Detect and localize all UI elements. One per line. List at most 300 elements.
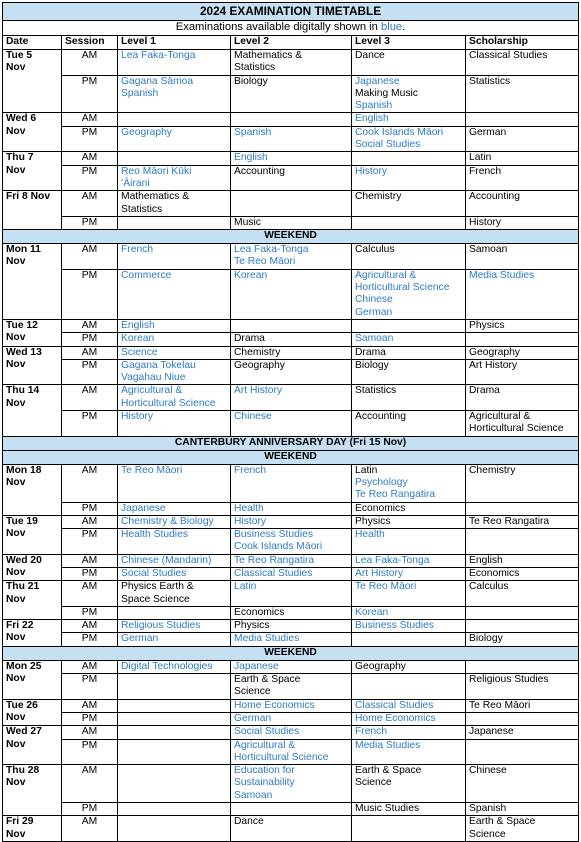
level-3-cell (352, 502, 466, 515)
table-row (3, 803, 579, 816)
level-3-cell (352, 269, 466, 319)
subject-name: Spanish (469, 803, 507, 815)
date-text: Nov (6, 711, 26, 723)
scholarship-cell (466, 464, 579, 502)
session-cell: PM (62, 333, 118, 346)
date-cell (3, 726, 62, 765)
subject-name: Te Reo Rangatira (469, 515, 550, 527)
date-text: Wed 6 (6, 113, 37, 125)
level-1-cell (118, 581, 231, 607)
scholarship-cell (466, 113, 579, 126)
table-row (3, 620, 579, 633)
scholarship-cell (466, 269, 579, 319)
level-3-cell (352, 739, 466, 765)
level-1-cell (118, 554, 231, 567)
subject-name: Dance (234, 816, 264, 828)
date-cell (3, 660, 62, 699)
band-label: WEEKEND (3, 230, 579, 244)
level-2-cell (231, 726, 352, 739)
subject-name: Drama (234, 333, 265, 345)
band-row (3, 230, 579, 244)
level-1-cell (118, 502, 231, 515)
table-row (3, 216, 579, 229)
level-3-cell (352, 633, 466, 646)
level-2-cell (231, 712, 352, 725)
level-3-cell (352, 606, 466, 619)
level-3-cell (352, 581, 466, 607)
subject-name: English (469, 554, 503, 566)
subject-name: Agricultural & (469, 411, 531, 423)
table-row (3, 152, 579, 165)
subject-name: Samoan (234, 789, 273, 801)
level-1-cell (118, 803, 231, 816)
date-text: Nov (6, 777, 26, 789)
date-text: Nov (6, 632, 26, 644)
table-row (3, 165, 579, 191)
date-text: Mon 25 (6, 660, 42, 672)
table-row (3, 581, 579, 607)
scholarship-cell (466, 739, 579, 765)
subject-name: Media Studies (234, 633, 300, 645)
session-cell: PM (62, 529, 118, 555)
table-row (3, 699, 579, 712)
date-text: Nov (6, 593, 26, 605)
level-2-cell (231, 620, 352, 633)
date-cell (3, 191, 62, 230)
subject-name: Statistics (355, 385, 397, 397)
subject-name: Japanese (121, 502, 166, 514)
level-3-cell (352, 191, 466, 217)
subject-name: Religious Studies (121, 620, 201, 632)
level-1-cell (118, 126, 231, 152)
scholarship-cell (466, 529, 579, 555)
level-1-cell (118, 75, 231, 113)
level-2-cell (231, 464, 352, 502)
level-2-cell (231, 581, 352, 607)
subject-name: German (234, 712, 272, 724)
level-1-cell (118, 411, 231, 437)
level-1-cell (118, 333, 231, 346)
level-3-cell (352, 50, 466, 76)
level-2-cell (231, 165, 352, 191)
scholarship-cell (466, 359, 579, 385)
subject-name: Accounting (355, 411, 406, 423)
session-cell: PM (62, 75, 118, 113)
level-1-cell (118, 765, 231, 803)
scholarship-cell (466, 606, 579, 619)
date-text: Mon 11 (6, 244, 41, 256)
subject-name: Science (469, 828, 506, 840)
level-2-cell (231, 113, 352, 126)
subject-name: History (121, 411, 154, 423)
session-cell: AM (62, 346, 118, 359)
level-1-cell (118, 385, 231, 411)
table-row (3, 464, 579, 502)
scholarship-cell (466, 502, 579, 515)
subject-name: Horticultural Science (234, 751, 329, 763)
subject-name: German (121, 633, 159, 645)
table-row (3, 319, 579, 332)
table-row (3, 567, 579, 580)
session-cell: AM (62, 699, 118, 712)
date-text: Nov (6, 62, 26, 74)
table-row (3, 502, 579, 515)
subject-name: Religious Studies (469, 674, 549, 686)
subject-name: Latin (469, 152, 492, 164)
subject-name: Biology (469, 633, 503, 645)
session-cell: AM (62, 191, 118, 217)
level-3-cell (352, 726, 466, 739)
level-3-cell (352, 464, 466, 502)
table-row (3, 113, 579, 126)
date-cell (3, 319, 62, 346)
header-scholarship: Scholarship (466, 36, 579, 50)
subject-name: Media Studies (355, 739, 421, 751)
scholarship-cell (466, 75, 579, 113)
subject-name: Agricultural & (355, 269, 417, 281)
date-text: Nov (6, 673, 26, 685)
level-1-cell (118, 674, 231, 700)
level-1-cell (118, 165, 231, 191)
subject-name: Art History (469, 359, 518, 371)
session-cell: AM (62, 816, 118, 842)
subject-name: Health Studies (121, 529, 188, 541)
subject-name: French (121, 244, 154, 256)
subject-name: Lea Faka-Tonga (234, 244, 309, 256)
session-cell: AM (62, 113, 118, 126)
subject-name: Social Studies (355, 139, 421, 151)
scholarship-cell (466, 712, 579, 725)
table-row (3, 75, 579, 113)
date-text: Tue 5 (6, 50, 33, 61)
band-label: WEEKEND (3, 646, 579, 660)
subject-name: Science (355, 777, 392, 789)
subject-name: Calculus (355, 244, 395, 256)
scholarship-cell (466, 333, 579, 346)
subtitle-highlight: blue (381, 21, 403, 33)
level-2-cell (231, 126, 352, 152)
level-3-cell (352, 385, 466, 411)
date-text: Thu 7 (6, 152, 34, 164)
level-2-cell (231, 411, 352, 437)
level-2-cell (231, 346, 352, 359)
level-3-cell (352, 816, 466, 842)
session-cell: PM (62, 674, 118, 700)
subject-name: Business Studies (355, 620, 434, 632)
level-3-cell (352, 113, 466, 126)
header-level-2: Level 2 (231, 36, 352, 50)
table-row (3, 244, 579, 270)
subject-name: Education for (234, 765, 295, 777)
subject-name: Spanish (234, 126, 272, 138)
session-cell: PM (62, 502, 118, 515)
scholarship-cell (466, 515, 579, 528)
level-3-cell (352, 319, 466, 332)
table-row (3, 126, 579, 152)
date-text: Nov (6, 125, 26, 137)
subject-name: Physics (234, 620, 270, 632)
subject-name: Statistics (121, 203, 163, 215)
level-2-cell (231, 515, 352, 528)
subject-name: Chinese (234, 411, 272, 423)
subject-name: Samoan (469, 244, 508, 256)
level-2-cell (231, 803, 352, 816)
level-1-cell (118, 113, 231, 126)
subject-name: Economics (355, 502, 406, 514)
level-3-cell (352, 674, 466, 700)
date-cell (3, 699, 62, 726)
session-cell: AM (62, 660, 118, 673)
subject-name: Japanese (355, 75, 400, 87)
subject-name: History (234, 515, 267, 527)
date-cell (3, 113, 62, 152)
subject-name: Cook Islands Māori (355, 126, 444, 138)
date-cell (3, 464, 62, 515)
level-3-cell (352, 244, 466, 270)
subject-name: Chemistry (469, 464, 516, 476)
subject-name: Calculus (469, 581, 509, 593)
level-2-cell (231, 529, 352, 555)
scholarship-cell (466, 816, 579, 842)
subtitle (3, 21, 579, 36)
date-cell (3, 515, 62, 554)
subject-name: Music (234, 216, 261, 228)
subject-name: Chinese (Mandarin) (121, 554, 212, 566)
scholarship-cell (466, 567, 579, 580)
subject-name: Korean (355, 606, 389, 618)
date-text: Nov (6, 828, 26, 840)
date-text: Wed 13 (6, 346, 42, 358)
level-3-cell (352, 359, 466, 385)
session-cell: PM (62, 216, 118, 229)
level-1-cell (118, 464, 231, 502)
subject-name: Geography (121, 126, 172, 138)
subject-name: French (469, 165, 502, 177)
level-2-cell (231, 75, 352, 113)
session-cell: PM (62, 411, 118, 437)
subject-name: Mathematics & (234, 50, 303, 61)
band-row (3, 646, 579, 660)
date-text: Nov (6, 332, 26, 344)
date-text: Nov (6, 476, 26, 488)
session-cell: AM (62, 726, 118, 739)
scholarship-cell (466, 554, 579, 567)
subject-name: Lea Faka-Tonga (355, 554, 430, 566)
subject-name: Psychology (355, 476, 408, 488)
page-title: 2024 EXAMINATION TIMETABLE (3, 3, 579, 21)
level-3-cell (352, 567, 466, 580)
date-cell (3, 765, 62, 816)
date-cell (3, 620, 62, 647)
table-row (3, 726, 579, 739)
session-cell: PM (62, 633, 118, 646)
level-1-cell (118, 739, 231, 765)
subject-name: Korean (234, 269, 268, 281)
date-cell (3, 50, 62, 113)
level-2-cell (231, 385, 352, 411)
table-row (3, 346, 579, 359)
table-row (3, 554, 579, 567)
level-1-cell (118, 567, 231, 580)
subject-name: Te Reo Rangatira (234, 554, 315, 566)
level-3-cell (352, 165, 466, 191)
subject-name: Social Studies (121, 567, 187, 579)
session-cell: PM (62, 739, 118, 765)
date-text: Mon 18 (6, 464, 42, 476)
subject-name: Biology (234, 75, 268, 87)
table-row (3, 385, 579, 411)
table-row (3, 191, 579, 217)
subject-name: Art History (355, 567, 404, 579)
subject-name: Te Reo Māori (121, 464, 183, 476)
subject-name: Accounting (469, 191, 520, 203)
level-1-cell (118, 699, 231, 712)
exam-timetable (2, 2, 579, 842)
scholarship-cell (466, 216, 579, 229)
subject-name: Economics (234, 606, 285, 618)
level-2-cell (231, 633, 352, 646)
subject-name: Lea Faka-Tonga (121, 50, 196, 61)
session-cell: AM (62, 244, 118, 270)
level-2-cell (231, 765, 352, 803)
session-cell: PM (62, 567, 118, 580)
scholarship-cell (466, 620, 579, 633)
band-label: WEEKEND (3, 450, 579, 464)
level-3-cell (352, 554, 466, 567)
level-3-cell (352, 620, 466, 633)
session-cell: AM (62, 554, 118, 567)
subject-name: Space Science (121, 593, 190, 605)
subject-name: English (121, 319, 155, 331)
subject-name: Health (234, 502, 264, 514)
session-cell: PM (62, 269, 118, 319)
session-cell: AM (62, 152, 118, 165)
subject-name: Geography (234, 359, 285, 371)
subject-name: Classical Studies (469, 50, 548, 61)
subject-name: Gagana Tokelau (121, 359, 196, 371)
subject-name: English (234, 152, 268, 164)
level-2-cell (231, 319, 352, 332)
level-2-cell (231, 152, 352, 165)
level-2-cell (231, 660, 352, 673)
date-text: Nov (6, 738, 26, 750)
session-cell: AM (62, 319, 118, 332)
subject-name: Chemistry (355, 191, 402, 203)
subject-name: Latin (234, 581, 257, 593)
subject-name: Te Reo Māori (469, 699, 531, 711)
date-text: Nov (6, 164, 26, 176)
table-row (3, 660, 579, 673)
level-1-cell (118, 816, 231, 842)
scholarship-cell (466, 191, 579, 217)
subject-name: Te Reo Māori (355, 581, 417, 593)
level-3-cell (352, 126, 466, 152)
level-1-cell (118, 529, 231, 555)
header-level-1: Level 1 (118, 36, 231, 50)
session-cell: AM (62, 620, 118, 633)
table-row (3, 633, 579, 646)
subject-name: Japanese (469, 726, 514, 738)
session-cell: PM (62, 165, 118, 191)
subject-name: Economics (469, 567, 520, 579)
band-row (3, 436, 579, 450)
subject-name: Agricultural & (234, 739, 296, 751)
date-text: Tue 26 (6, 699, 38, 711)
level-2-cell (231, 699, 352, 712)
level-3-cell (352, 529, 466, 555)
scholarship-cell (466, 50, 579, 76)
subject-name: German (469, 126, 507, 138)
date-text: Tue 12 (6, 319, 38, 331)
subject-name: Dance (355, 50, 385, 61)
date-cell (3, 581, 62, 620)
subject-name: Commerce (121, 269, 172, 281)
table-row (3, 712, 579, 725)
level-2-cell (231, 502, 352, 515)
subject-name: Cook Islands Māori (234, 541, 323, 553)
scholarship-cell (466, 699, 579, 712)
scholarship-cell (466, 126, 579, 152)
timetable-sheet (2, 2, 578, 842)
level-1-cell (118, 191, 231, 217)
scholarship-cell (466, 660, 579, 673)
subject-name: Physics (355, 515, 391, 527)
level-2-cell (231, 739, 352, 765)
header-row (3, 36, 579, 50)
level-1-cell (118, 346, 231, 359)
subject-name: Sustainability (234, 777, 295, 789)
scholarship-cell (466, 165, 579, 191)
subject-name: Science (234, 686, 271, 698)
table-row (3, 333, 579, 346)
subject-name: Making Music (355, 87, 418, 99)
level-1-cell (118, 633, 231, 646)
table-row (3, 359, 579, 385)
subject-name: Drama (355, 346, 386, 358)
date-text: Tue 19 (6, 515, 38, 527)
level-1-cell (118, 319, 231, 332)
subject-name: Music Studies (355, 803, 420, 815)
subject-name: Reo Māori Kūki (121, 165, 192, 177)
date-cell (3, 152, 62, 191)
table-row (3, 515, 579, 528)
subject-name: Geography (469, 346, 520, 358)
date-cell (3, 554, 62, 581)
subject-name: Earth & Space (234, 674, 301, 686)
subject-name: Physics (469, 319, 505, 331)
level-2-cell (231, 606, 352, 619)
header-session: Session (62, 36, 118, 50)
level-2-cell (231, 216, 352, 229)
date-text: Nov (6, 358, 26, 370)
level-2-cell (231, 674, 352, 700)
date-cell (3, 244, 62, 320)
band-row (3, 450, 579, 464)
subject-name: Home Economics (234, 699, 315, 711)
level-3-cell (352, 803, 466, 816)
subtitle-prefix: Examinations available digitally shown in (175, 21, 381, 33)
level-2-cell (231, 333, 352, 346)
level-1-cell (118, 359, 231, 385)
date-text: Fri 29 (6, 816, 34, 828)
subject-name: Drama (469, 385, 500, 397)
scholarship-cell (466, 765, 579, 803)
scholarship-cell (466, 319, 579, 332)
subject-name: Te Reo Rangatira (355, 489, 436, 501)
session-cell: AM (62, 765, 118, 803)
subject-name: Chinese (355, 294, 393, 306)
table-row (3, 765, 579, 803)
